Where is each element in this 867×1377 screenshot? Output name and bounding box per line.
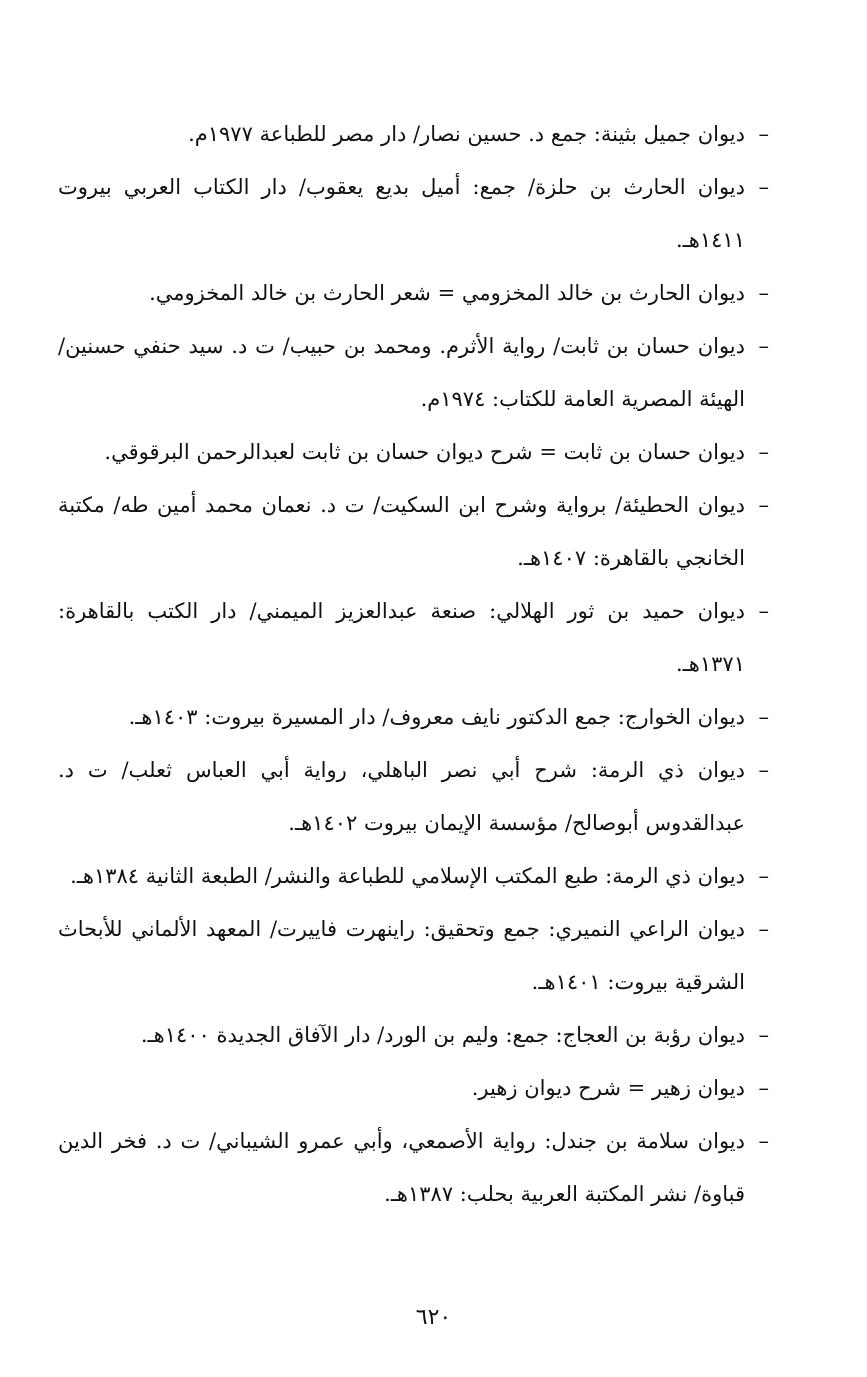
- bibliography-entry: – ديوان الحارث بن حلزة/ جمع: أميل بديع يعقوب/ دار الكتاب العربي بيروت ١٤١١هـ.: [58, 161, 769, 267]
- bibliography-entry: – ديوان الخوارج: جمع الدكتور نايف معروف/ دار المسيرة بيروت: ١٤٠٣هـ.: [58, 691, 769, 744]
- bibliography-entry: – ديوان حسان بن ثابت = شرح ديوان حسان بن ثابت لعبدالرحمن البرقوقي.: [58, 426, 769, 479]
- page-number: ٦٢٠: [415, 1305, 452, 1330]
- bibliography-entry: – ديوان حميد بن ثور الهلالي: صنعة عبدالعزيز الميمني/ دار الكتب بالقاهرة: ١٣٧١هـ.: [58, 585, 769, 691]
- bibliography-entry: – ديوان الراعي النميري: جمع وتحقيق: راينهرت فاييرت/ المعهد الألماني للأبحاث الشرقية بيروت: ١٤٠١هـ.: [58, 903, 769, 1009]
- bibliography-entry: – ديوان سلامة بن جندل: رواية الأصمعي، وأبي عمرو الشيباني/ ت د. فخر الدين قباوة/ نشر المكتبة العربية بحلب: ١٣٨٧هـ.: [58, 1115, 769, 1221]
- bibliography-entry: – ديوان الحطيئة/ برواية وشرح ابن السكيت/ ت د. نعمان محمد أمين طه/ مكتبة الخانجي بالقاهرة: ١٤٠٧هـ.: [58, 479, 769, 585]
- bibliography-list: [58, 108, 769, 1221]
- bibliography-entry: – ديوان ذي الرمة: شرح أبي نصر الباهلي، رواية أبي العباس ثعلب/ ت د. عبدالقدوس أبوصالح/ مؤسسة الإيمان بيروت ١٤٠٢هـ.: [58, 744, 769, 850]
- bibliography-entry: – ديوان جميل بثينة: جمع د. حسين نصار/ دار مصر للطباعة ١٩٧٧م.: [58, 108, 769, 161]
- bibliography-entry: – ديوان رؤبة بن العجاج: جمع: وليم بن الورد/ دار الآفاق الجديدة ١٤٠٠هـ.: [58, 1009, 769, 1062]
- bibliography-entry: – ديوان زهير = شرح ديوان زهير.: [58, 1062, 769, 1115]
- bibliography-entry: – ديوان ذي الرمة: طبع المكتب الإسلامي للطباعة والنشر/ الطبعة الثانية ١٣٨٤هـ.: [58, 850, 769, 903]
- bibliography-entry: – ديوان الحارث بن خالد المخزومي = شعر الحارث بن خالد المخزومي.: [58, 267, 769, 320]
- bibliography-entry: – ديوان حسان بن ثابت/ رواية الأثرم. ومحمد بن حبيب/ ت د. سيد حنفي حسنين/ الهيئة المصرية العامة للكتاب: ١٩٧٤م.: [58, 320, 769, 426]
